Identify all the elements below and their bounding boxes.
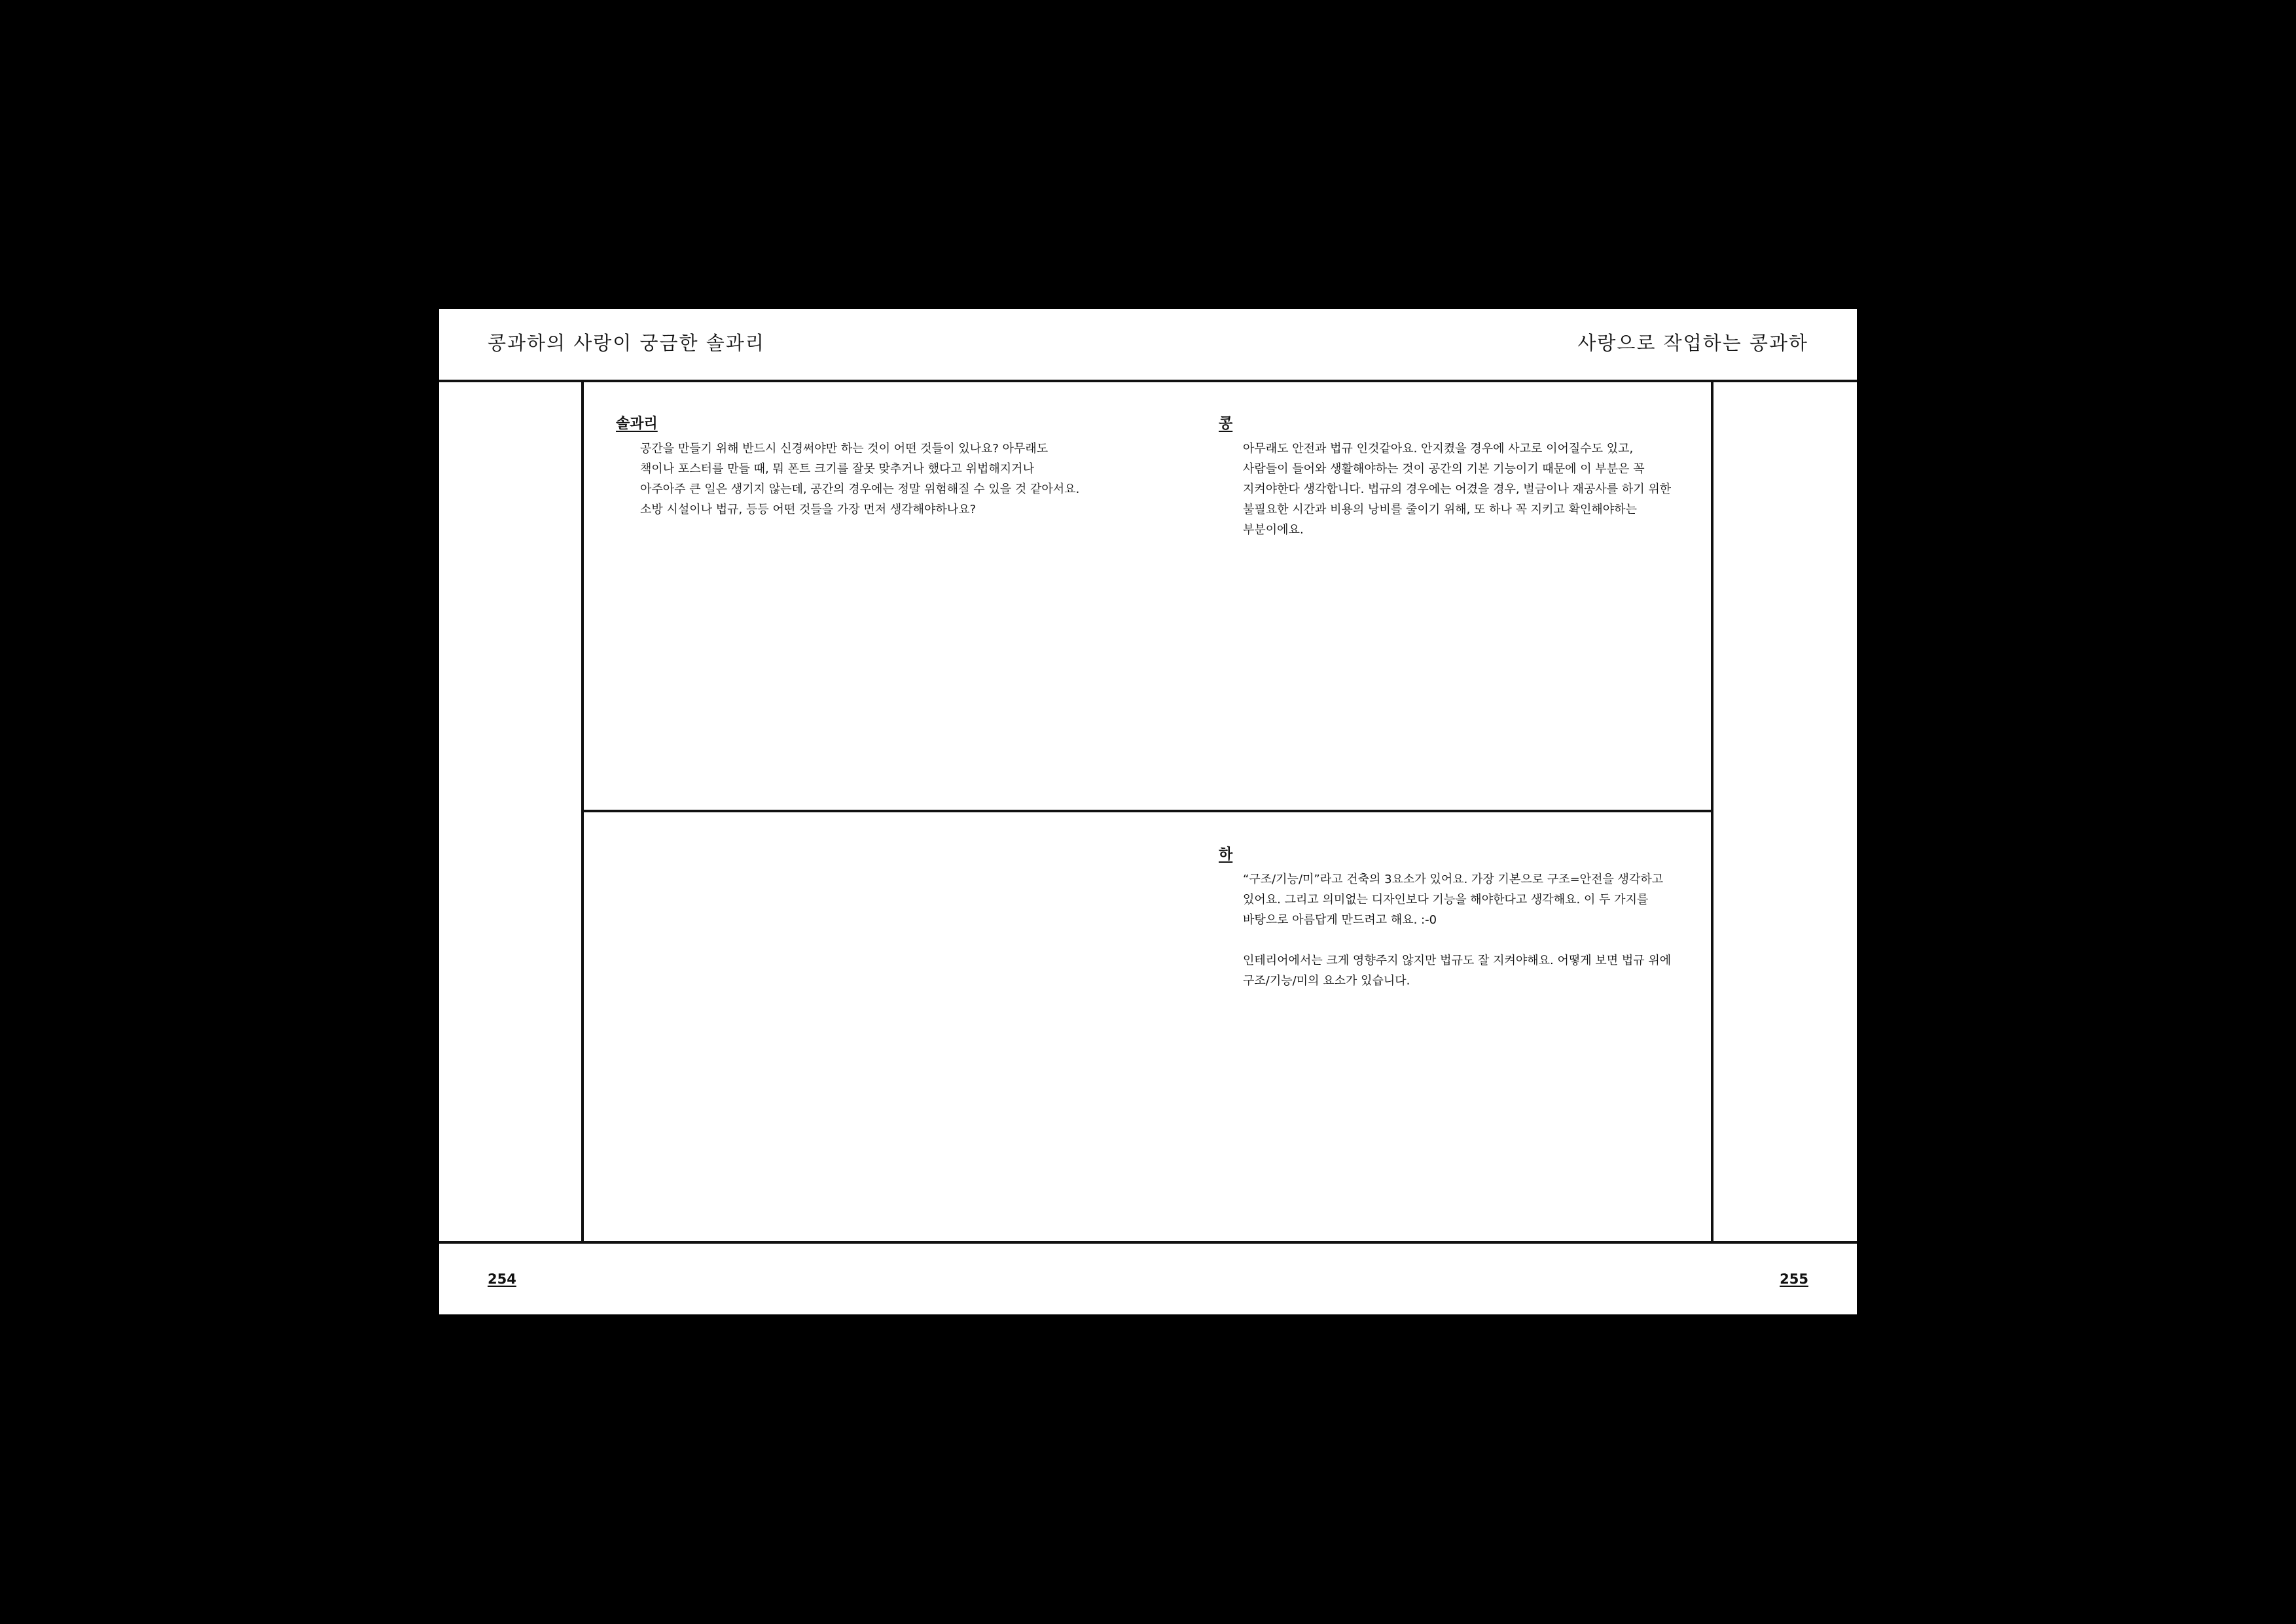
text-line: 부분이에요.	[1243, 523, 1304, 537]
text-line: 바탕으로 아름답게 만드려고 해요. :-0	[1243, 913, 1437, 927]
text-line: 책이나 포스터를 만들 때, 뭐 폰트 크기를 잘못 맞추거나 했다고 위법해지거나	[640, 462, 1034, 476]
speaker-label: 하	[1219, 846, 1233, 863]
answer-ha	[1219, 846, 1671, 991]
left-page-number: 254	[488, 1271, 516, 1287]
answer-text	[1243, 869, 1671, 991]
paragraph-gap	[1243, 930, 1671, 950]
answer-kong	[1219, 415, 1671, 540]
middle-rule	[583, 810, 1712, 812]
text-line: “구조/기능/미”라고 건축의 3요소가 있어요. 가장 기본으로 구조=안전을 생각하고	[1243, 873, 1664, 886]
text-line: 소방 시설이나 법규, 등등 어떤 것들을 가장 먼저 생각해야하나요?	[640, 503, 977, 516]
right-page-number: 255	[1780, 1271, 1808, 1287]
text-line: 아주아주 큰 일은 생기지 않는데, 공간의 경우에는 정말 위험해질 수 있을 것 같아서요.	[640, 482, 1080, 496]
text-line: 공간을 만들기 위해 반드시 신경써야만 하는 것이 어떤 것들이 있나요? 아무래도	[640, 442, 1049, 456]
book-spread	[439, 309, 1857, 1314]
speaker-label: 콩	[1219, 416, 1233, 432]
question-sol	[616, 415, 1079, 520]
answer-text	[1243, 439, 1671, 540]
footer-rule	[439, 1241, 1857, 1244]
speaker-label: 솔과리	[616, 416, 658, 432]
question-text	[640, 439, 1079, 520]
text-line: 아무래도 안전과 법규 인것같아요. 안지켰을 경우에 사고로 이어질수도 있고,	[1243, 442, 1634, 456]
header-rule	[439, 380, 1857, 382]
text-line: 사람들이 들어와 생활해야하는 것이 공간의 기본 기능이기 때문에 이 부분은 꼭	[1243, 462, 1645, 476]
text-line: 불필요한 시간과 비용의 낭비를 줄이기 위해, 또 하나 꼭 지키고 확인해야하는	[1243, 503, 1637, 516]
text-line: 지켜야한다 생각합니다. 법규의 경우에는 어겼을 경우, 벌금이나 재공사를 하기 위한	[1243, 482, 1672, 496]
text-line: 구조/기능/미의 요소가 있습니다.	[1243, 974, 1410, 988]
text-line: 있어요. 그리고 의미없는 디자인보다 기능을 해야한다고 생각해요. 이 두 가지를	[1243, 893, 1649, 907]
left-running-title: 콩과하의 사랑이 궁금한 솔과리	[488, 332, 765, 354]
right-running-title: 사랑으로 작업하는 콩과하	[1577, 332, 1808, 354]
text-line: 인테리어에서는 크게 영향주지 않지만 법규도 잘 지켜야해요. 어떻게 보면 법규 위에	[1243, 954, 1672, 967]
